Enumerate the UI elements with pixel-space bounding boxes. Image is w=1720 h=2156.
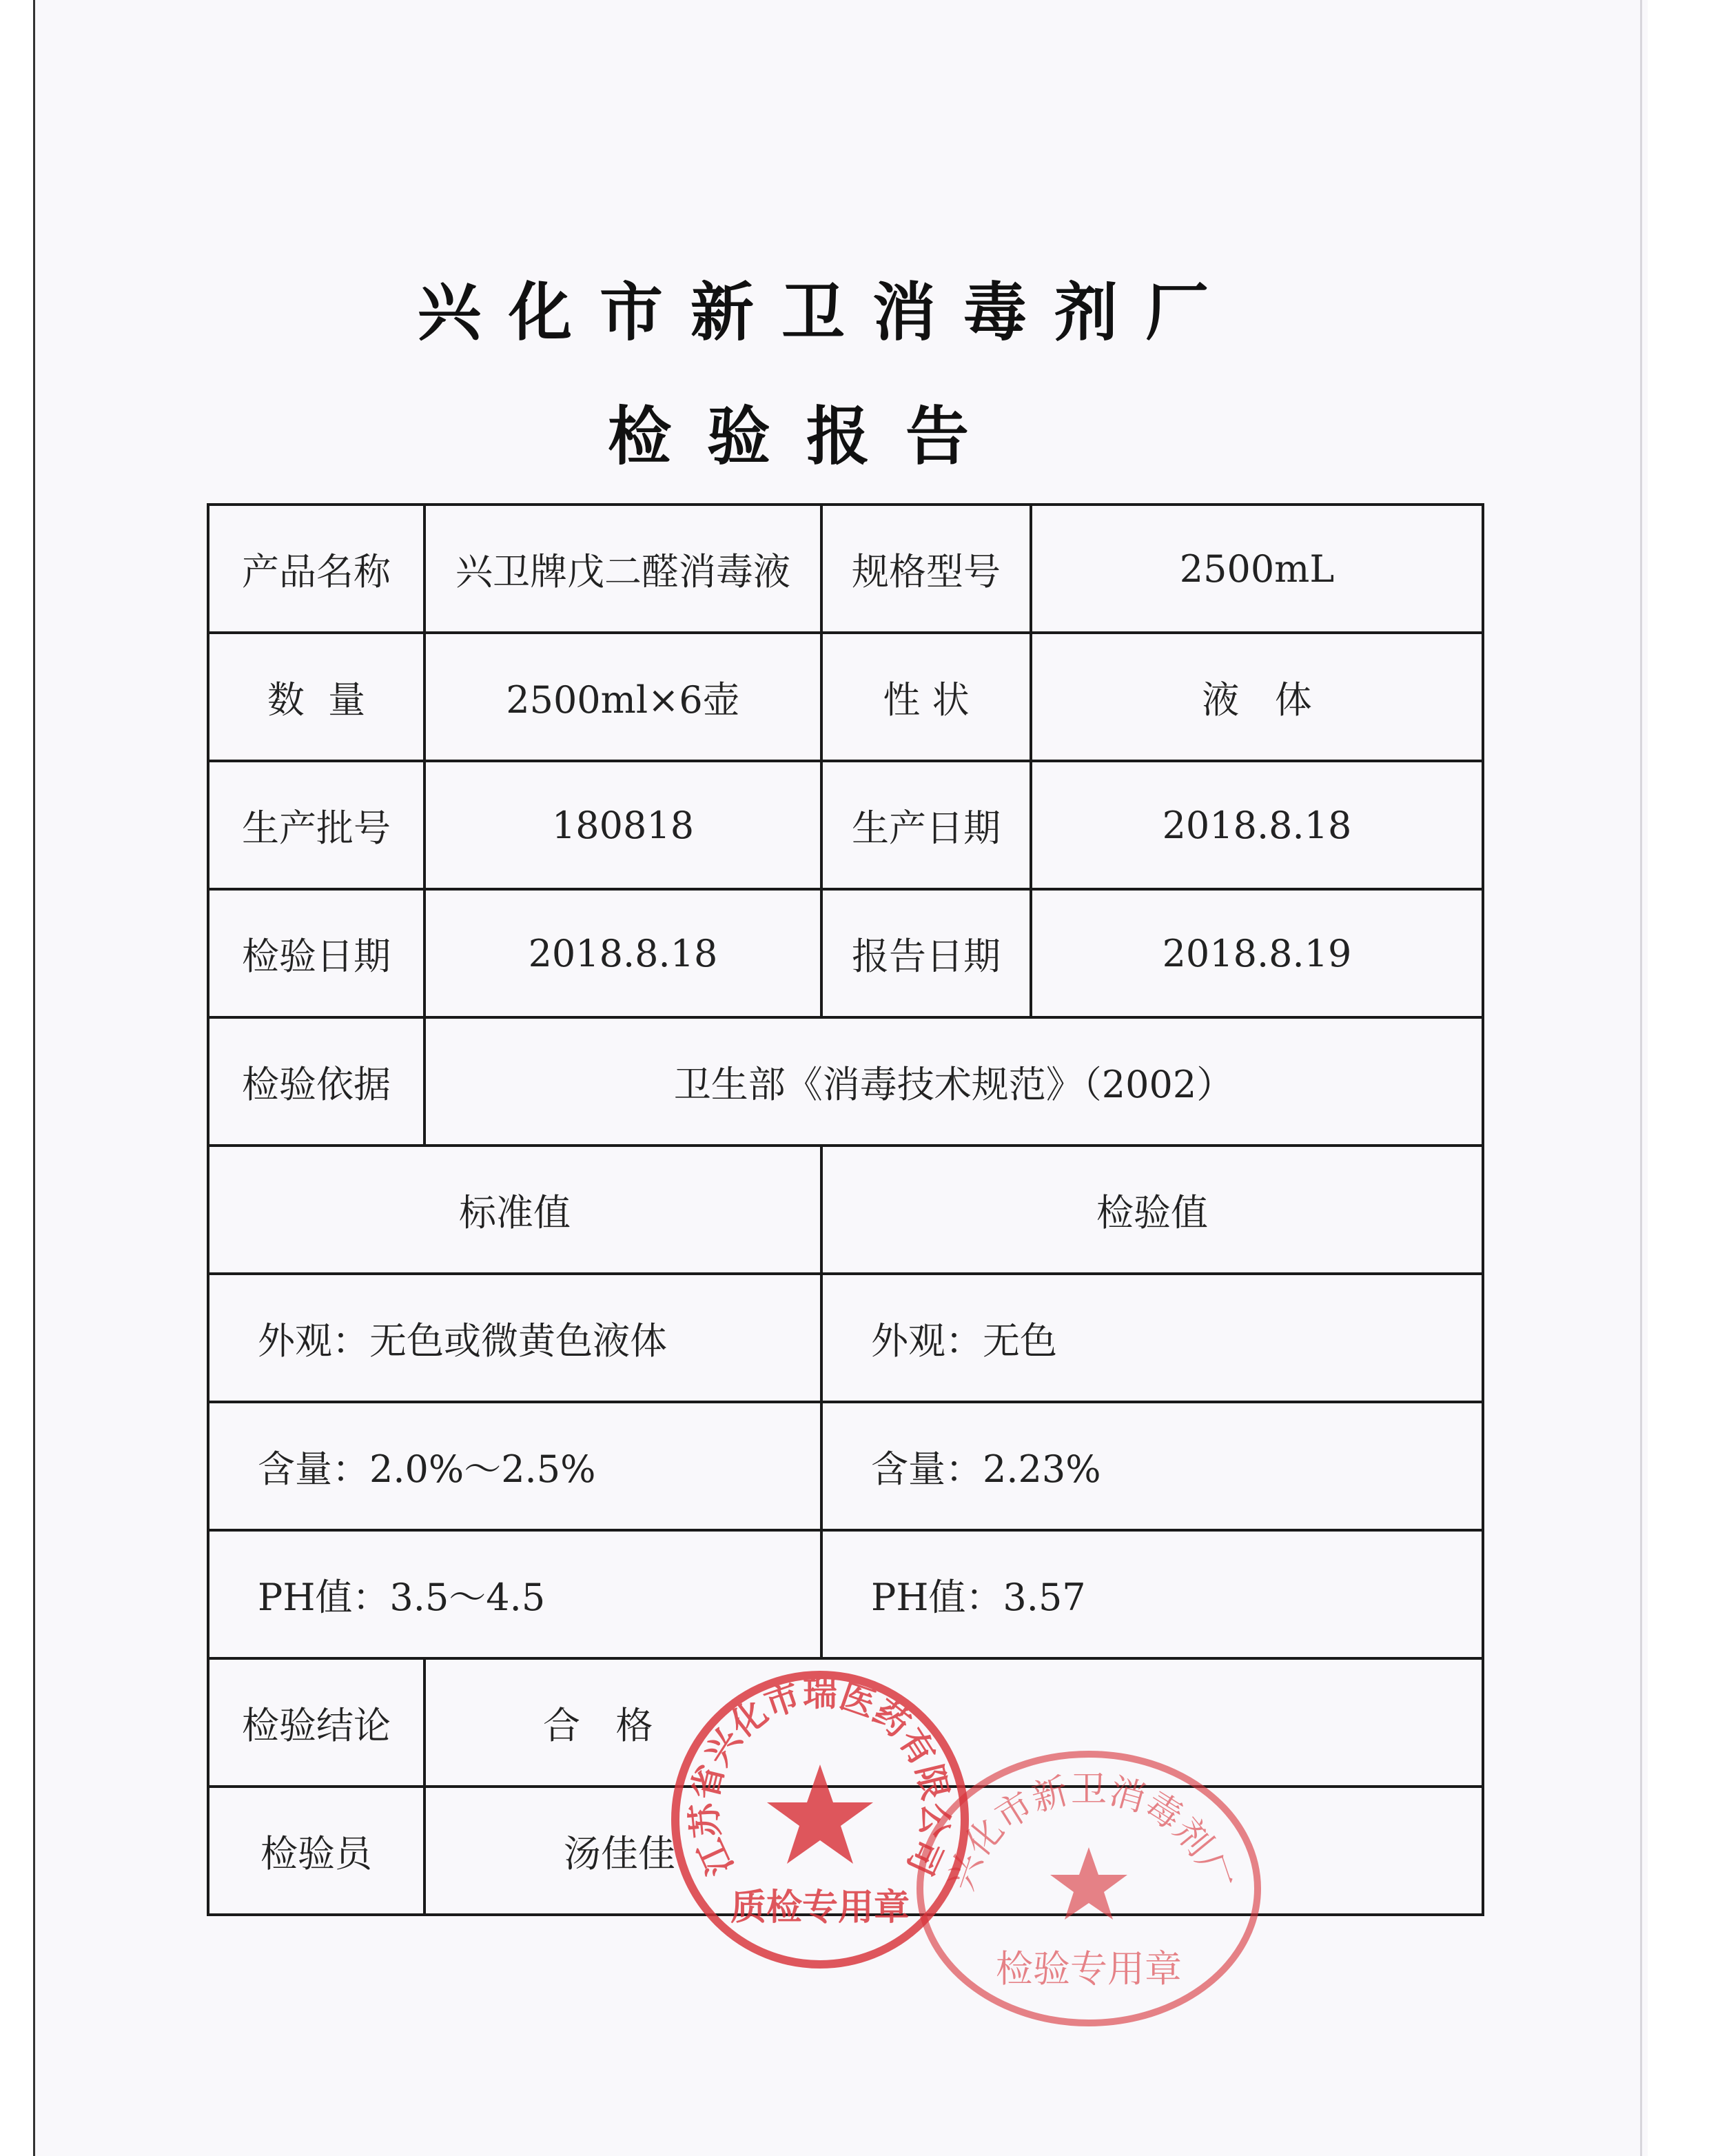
seal1-sub: 质检专用章 xyxy=(730,1887,910,1929)
table-row xyxy=(208,505,1483,633)
label-quantity: 数 量 xyxy=(208,633,424,761)
label-production-date: 生产日期 xyxy=(821,761,1031,889)
header-test: 检验值 xyxy=(821,1146,1483,1274)
table-row xyxy=(208,633,1483,761)
table-row xyxy=(208,1274,1483,1402)
table-row xyxy=(208,761,1483,889)
value-product-name: 兴卫牌戊二醛消毒液 xyxy=(424,505,821,633)
standard-content: 含量：2.0%～2.5% xyxy=(208,1402,821,1530)
standard-appearance: 外观：无色或微黄色液体 xyxy=(208,1274,821,1402)
label-property: 性 状 xyxy=(821,633,1031,761)
test-appearance: 外观：无色 xyxy=(821,1274,1483,1402)
seal2-sub: 检验专用章 xyxy=(996,1947,1182,1991)
label-basis: 检验依据 xyxy=(208,1017,424,1146)
value-production-date: 2018.8.18 xyxy=(1031,761,1483,889)
label-spec: 规格型号 xyxy=(821,505,1031,633)
report-title: 检验报告 xyxy=(607,400,1005,474)
table-row xyxy=(208,889,1483,1017)
factory-seal-stamp xyxy=(910,1744,1268,2033)
header-standard: 标准值 xyxy=(208,1146,821,1274)
value-test-date: 2018.8.18 xyxy=(424,889,821,1017)
value-property: 液 体 xyxy=(1031,633,1483,761)
star-icon xyxy=(1050,1847,1127,1920)
value-basis: 卫生部《消毒技术规范》（2002） xyxy=(424,1017,1483,1146)
value-spec: 2500mL xyxy=(1031,505,1483,633)
table-row xyxy=(208,1402,1483,1530)
label-report-date: 报告日期 xyxy=(821,889,1031,1017)
label-inspector: 检验员 xyxy=(208,1787,424,1915)
test-ph: PH值：3.57 xyxy=(821,1530,1483,1658)
value-report-date: 2018.8.19 xyxy=(1031,889,1483,1017)
value-inspector: 汤佳佳 xyxy=(424,1787,1483,1915)
company-title: 兴化市新卫消毒剂厂 xyxy=(417,276,1236,349)
label-product-name: 产品名称 xyxy=(208,505,424,633)
label-conclusion: 检验结论 xyxy=(208,1658,424,1787)
test-content: 含量：2.23% xyxy=(821,1402,1483,1530)
label-batch: 生产批号 xyxy=(208,761,424,889)
seal1-text: 江苏省兴化市瑞医药有限公司 xyxy=(684,1674,956,1882)
standard-ph: PH值：3.5～4.5 xyxy=(208,1530,821,1658)
seal2-text: 兴化市新卫消毒剂厂 xyxy=(940,1769,1238,1896)
paper-edge xyxy=(1640,0,1642,2156)
label-test-date: 检验日期 xyxy=(208,889,424,1017)
star-icon xyxy=(767,1765,873,1864)
table-row xyxy=(208,1017,1483,1146)
value-quantity: 2500ml×6壶 xyxy=(424,633,821,761)
table-row xyxy=(208,1146,1483,1274)
value-batch: 180818 xyxy=(424,761,821,889)
value-conclusion: 合 格 xyxy=(424,1658,1483,1787)
table-row xyxy=(208,1530,1483,1658)
